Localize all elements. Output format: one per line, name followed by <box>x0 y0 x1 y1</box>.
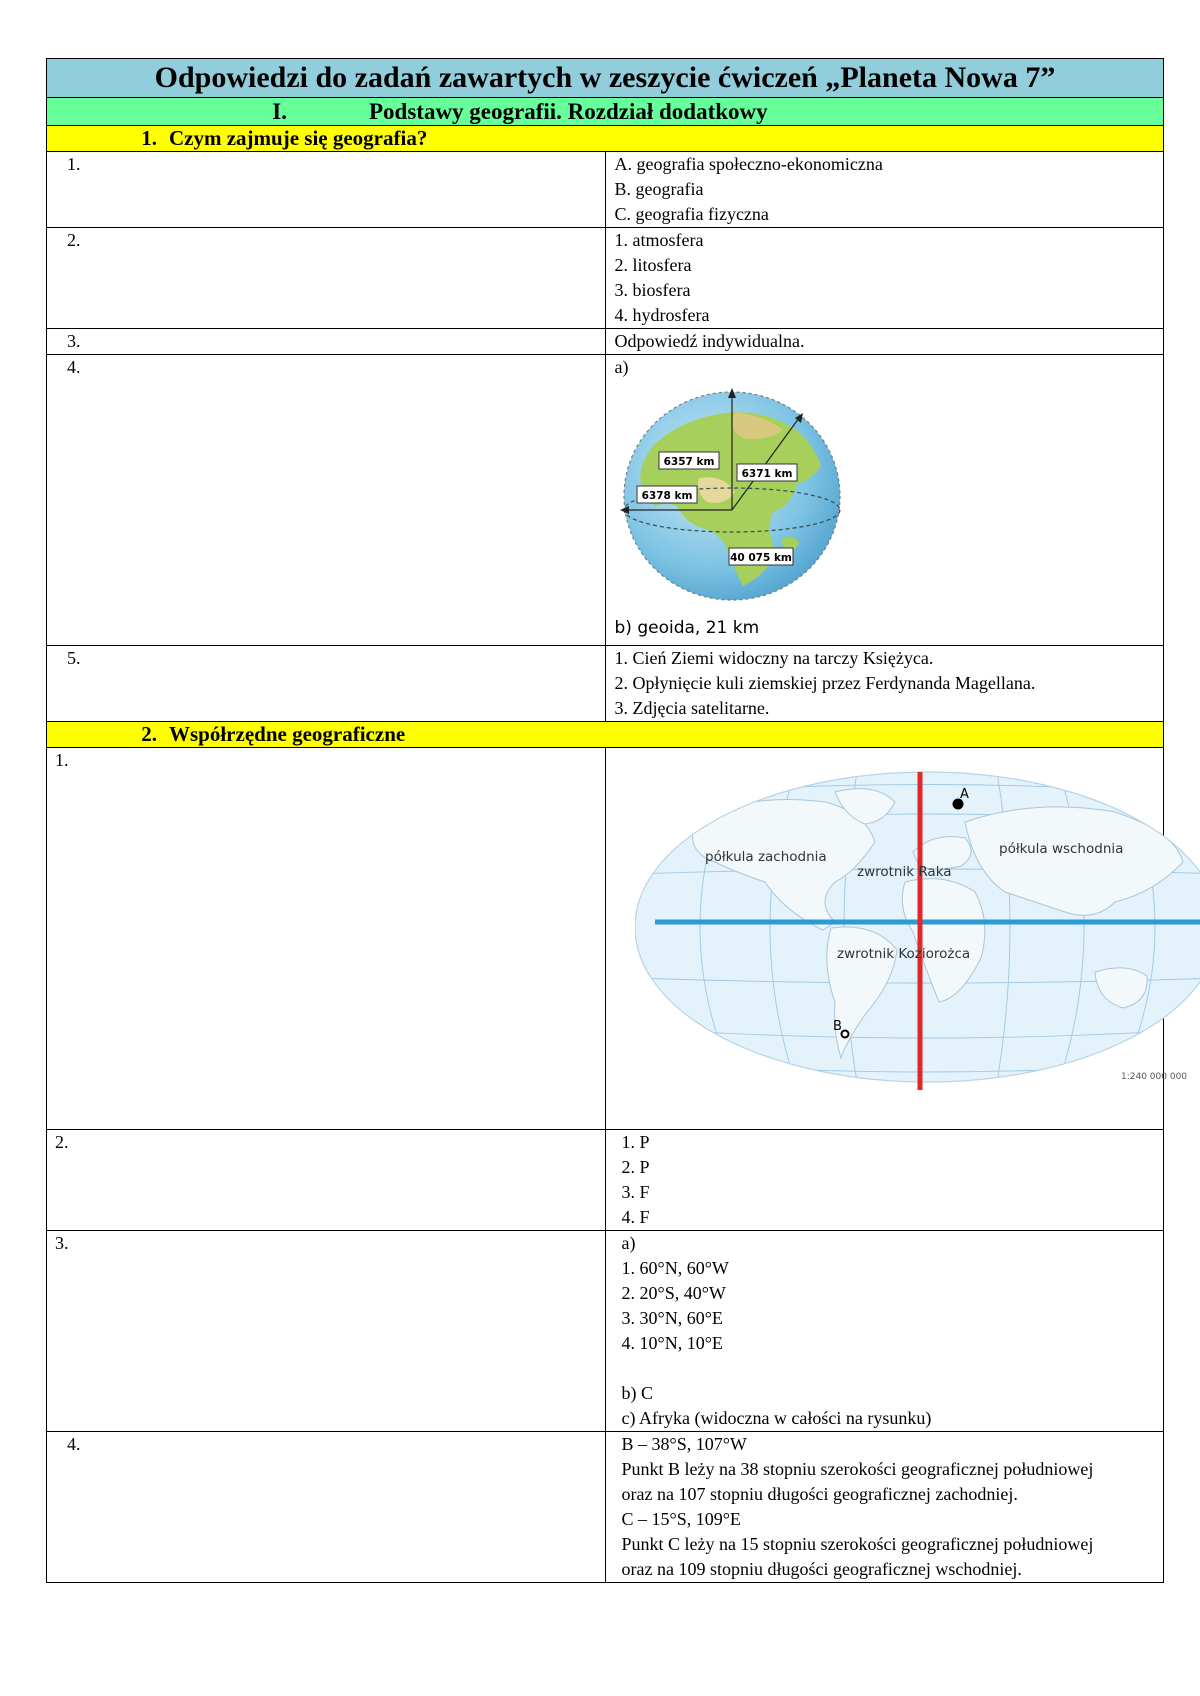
chapter-title: Podstawy geografii. Rozdział dodatkowy <box>369 99 768 124</box>
answer-line: 2. 20°S, 40°W <box>621 1283 726 1303</box>
chapter-row <box>47 98 1164 126</box>
section-title: Czym zajmuje się geografia? <box>169 126 428 150</box>
section-number: 1. <box>141 126 157 150</box>
map-scale: 1:240 000 000 <box>1120 1072 1187 1082</box>
task-number: 1. <box>47 152 606 228</box>
answer-line: 4. 10°N, 10°E <box>621 1333 723 1353</box>
s1-task-5 <box>47 646 1164 722</box>
task-answer <box>605 646 1164 722</box>
section-2-header <box>47 722 1164 748</box>
tropic-of-capricorn-label: zwrotnik Koziorożca <box>836 946 970 962</box>
document-title: Odpowiedzi do zadań zawartych w zeszycie ćwiczeń „Planeta Nowa 7” <box>47 59 1164 98</box>
answer-line: A. geografia społeczno-ekonomiczna <box>614 154 883 174</box>
task-answer <box>605 1432 1164 1583</box>
answer-line: 3. Zdjęcia satelitarne. <box>614 698 770 718</box>
svg-text:6357 km: 6357 km <box>663 456 714 468</box>
s2-task-2 <box>47 1130 1164 1231</box>
task-number: 3. <box>47 329 606 355</box>
world-map-figure <box>635 762 1200 1102</box>
label-equatorial-radius <box>637 486 697 503</box>
s2-task-3 <box>47 1231 1164 1432</box>
answer-line: B – 38°S, 107°W <box>621 1434 747 1454</box>
answer-line: a) <box>614 357 629 377</box>
answer-line: 3. biosfera <box>614 280 691 300</box>
section-title: Współrzędne geograficzne <box>169 722 406 746</box>
point-a-label: A <box>959 787 969 802</box>
task-number: 4. <box>47 355 606 646</box>
answer-line: 4. hydrosfera <box>614 305 710 325</box>
answer-line: B. geografia <box>614 179 704 199</box>
task-answer <box>605 355 1164 646</box>
s1-task-2 <box>47 228 1164 329</box>
task-number: 2. <box>47 1130 606 1231</box>
task-number: 1. <box>47 748 606 1130</box>
s1-task-3 <box>47 329 1164 355</box>
task-number: 3. <box>47 1231 606 1432</box>
answer-line: 1. Cień Ziemi widoczny na tarczy Księżyca. <box>614 648 934 668</box>
answer-line: 3. F <box>621 1182 650 1202</box>
west-hemisphere-label: półkula zachodnia <box>704 849 827 865</box>
task-answer <box>605 152 1164 228</box>
task-answer <box>605 329 1164 355</box>
answer-line: 1. P <box>621 1132 650 1152</box>
east-hemisphere-label: półkula wschodnia <box>998 841 1123 857</box>
svg-text:40 075 km: 40 075 km <box>729 552 792 564</box>
answer-line: 2. P <box>621 1157 650 1177</box>
world-map <box>635 762 1200 1102</box>
s2-task-1 <box>47 748 1164 1130</box>
answer-line: c) Afryka (widoczna w całości na rysunku) <box>621 1408 932 1428</box>
s2-task-4 <box>47 1432 1164 1583</box>
answer-line: a) <box>621 1233 636 1253</box>
s1-task-4 <box>47 355 1164 646</box>
task-number: 2. <box>47 228 606 329</box>
section-1-header <box>47 126 1164 152</box>
answer-line: 4. F <box>621 1207 650 1227</box>
task-answer <box>605 1231 1164 1432</box>
point-b-label: B <box>832 1019 842 1034</box>
chapter-number: I. <box>272 99 287 124</box>
point-b-marker <box>841 1031 848 1038</box>
answer-line: 1. atmosfera <box>614 230 704 250</box>
earth-dimensions-figure <box>615 382 845 614</box>
answer-line: Odpowiedź indywidualna. <box>614 331 805 351</box>
answer-line: b) geoida, 21 km <box>614 618 760 638</box>
label-polar-radius <box>659 452 719 469</box>
task-answer <box>605 1130 1164 1231</box>
task-answer <box>605 748 1187 1130</box>
answer-line: b) C <box>621 1383 653 1403</box>
answer-line: Punkt B leży na 38 stopniu szerokości geograficznej południowej oraz na 107 stopniu długości geograficznej zachodniej. <box>621 1459 1094 1504</box>
globe-image <box>615 382 845 614</box>
title-row <box>47 59 1164 98</box>
label-mean-radius <box>737 464 797 481</box>
label-circumference <box>729 548 793 565</box>
answer-line: 3. 30°N, 60°E <box>621 1308 723 1328</box>
answer-line: 1. 60°N, 60°W <box>621 1258 729 1278</box>
answer-line: Punkt C leży na 15 stopniu szerokości geograficznej południowej oraz na 109 stopniu długości geograficznej wschodniej. <box>621 1534 1094 1579</box>
answer-line: 2. Opłynięcie kuli ziemskiej przez Ferdynanda Magellana. <box>614 673 1036 693</box>
tropic-of-cancer-label: zwrotnik Raka <box>856 864 952 880</box>
s1-task-1 <box>47 152 1164 228</box>
answer-line: C. geografia fizyczna <box>614 204 769 224</box>
task-number: 4. <box>47 1432 606 1583</box>
answer-line: 2. litosfera <box>614 255 692 275</box>
svg-text:6371 km: 6371 km <box>741 468 792 480</box>
answers-table <box>46 58 1187 1583</box>
task-number: 5. <box>47 646 606 722</box>
svg-text:6378 km: 6378 km <box>641 490 692 502</box>
answer-line: C – 15°S, 109°E <box>621 1509 741 1529</box>
task-answer <box>605 228 1164 329</box>
section-number: 2. <box>141 722 157 746</box>
